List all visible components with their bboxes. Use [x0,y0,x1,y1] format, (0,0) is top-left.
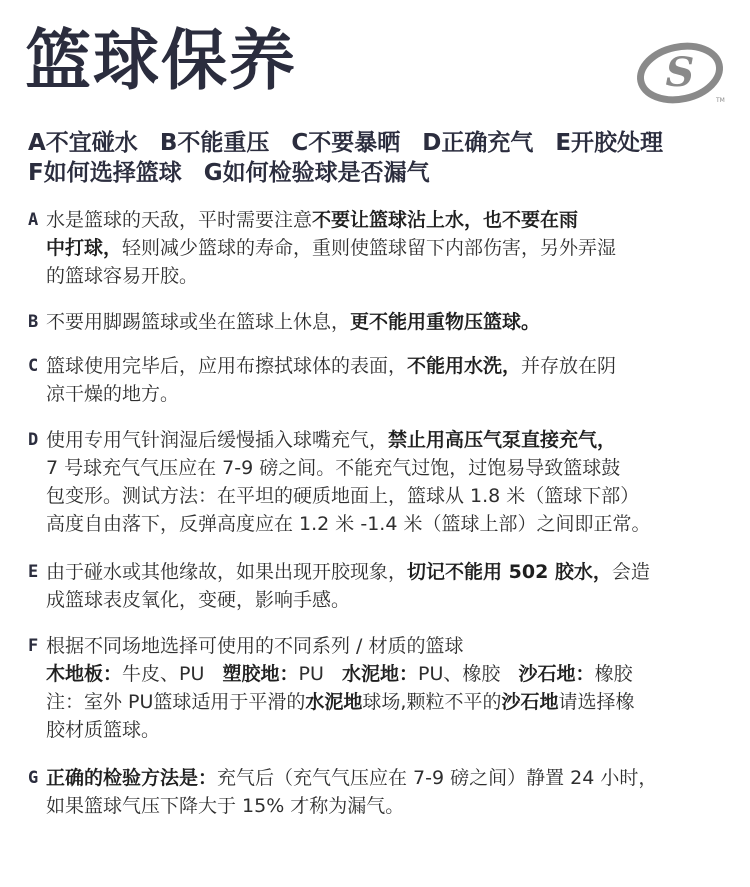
surface-cement-value: PU、橡胶 [418,663,501,685]
emphasis: 更不能用重物压篮球。 [350,311,541,333]
section-letter: F [28,636,39,656]
text: 高度自由落下，反弹高度应在 1.2 米 -1.4 米（篮球上部）之间即正常。 [46,513,651,535]
topic-row-2 [28,158,733,188]
surface-gravel-label: 沙石地： [518,663,595,685]
emphasis: 禁止用高压气泵直接充气， [388,429,617,451]
paragraph-line [28,352,728,380]
section-f [28,632,728,744]
text: 球场,颗粒不平的 [362,691,502,713]
text: 会造 [611,561,650,583]
topic-index [28,128,733,188]
section-letter: C [28,356,39,376]
section-e [28,558,728,614]
text: 轻则减少篮球的寿命，重则使篮球留下内部伤害，另外弄湿 [122,237,617,259]
topic-d: D正确充气 [422,130,534,156]
emphasis: 不能用水洗， [407,355,522,377]
surface-cement-label: 水泥地： [342,663,419,685]
paragraph-line [28,510,728,538]
section-a [28,206,728,290]
paragraph-line [28,660,728,688]
paragraph-line [28,426,728,454]
paragraph-line [28,558,728,586]
section-letter: A [28,210,39,230]
paragraph-line [28,206,728,234]
section-d [28,426,728,538]
paragraph-line [28,262,728,290]
text: 不要用脚踢篮球或坐在篮球上休息， [46,311,351,333]
paragraph-line [28,586,728,614]
text: 如果篮球气压下降大于 15% 才称为漏气。 [46,795,405,817]
topic-a: A不宜碰水 [28,130,138,156]
emphasis: 沙石地 [501,691,559,713]
topic-g: G如何检验球是否漏气 [203,160,430,186]
emphasis: 切记不能用 502 胶水， [407,561,612,583]
logo-letter: S [665,49,695,96]
text: 胶材质篮球。 [46,719,161,741]
section-letter: D [28,430,39,450]
emphasis: 不要让篮球沾上水，也不要在雨 [312,209,579,231]
section-c [28,352,728,408]
text: 成篮球表皮氧化，变硬，影响手感。 [46,589,351,611]
text: 7 号球充气气压应在 7-9 磅之间。不能充气过饱，过饱易导致篮球鼓 [46,457,621,479]
text: 由于碰水或其他缘故，如果出现开胶现象， [46,561,408,583]
surface-plastic-value: PU [298,663,324,685]
surface-plastic-label: 塑胶地： [222,663,299,685]
text: 包变形。测试方法：在平坦的硬质地面上，篮球从 1.8 米（篮球下部） [46,485,640,507]
section-letter: E [28,562,39,582]
section-letter: G [28,768,39,788]
page-title: 篮球保养 [25,22,297,99]
paragraph-line [28,764,728,792]
spalding-logo [636,40,728,106]
surface-gravel-value: 橡胶 [594,663,633,685]
text: 篮球使用完毕后，应用布擦拭球体的表面， [46,355,408,377]
topic-e: E开胶处理 [555,130,664,156]
text: 使用专用气针润湿后缓慢插入球嘴充气， [46,429,389,451]
text: 根据不同场地选择可使用的不同系列 / 材质的篮球 [46,635,464,657]
emphasis: 水泥地 [305,691,363,713]
topic-row-1 [28,128,733,158]
paragraph-line [28,716,728,744]
paragraph-line [28,308,728,336]
paragraph-line [28,632,728,660]
surface-wood-value: 牛皮、PU [122,663,205,685]
text: 的篮球容易开胶。 [46,265,199,287]
text: 请选择橡 [558,691,635,713]
text: 注：室外 PU篮球适用于平滑的 [46,691,306,713]
surface-wood-label: 木地板： [46,663,123,685]
text: 充气后（充气气压应在 7-9 磅之间）静置 24 小时， [217,767,658,789]
text: 凉干燥的地方。 [46,383,180,405]
paragraph-line [28,482,728,510]
topic-c: C不要暴晒 [291,130,401,156]
section-letter: B [28,312,39,332]
text: 水是篮球的天敌，平时需要注意 [46,209,313,231]
paragraph-line [28,234,728,262]
text: 并存放在阴 [521,355,617,377]
section-b [28,308,728,336]
logo-trademark: TM [716,97,725,104]
emphasis: 中打球， [46,237,123,259]
section-g [28,764,728,820]
paragraph-line [28,688,728,716]
topic-f: F如何选择篮球 [28,160,182,186]
paragraph-line [28,380,728,408]
emphasis: 正确的检验方法是： [46,767,218,789]
paragraph-line [28,454,728,482]
paragraph-line [28,792,728,820]
topic-b: B不能重压 [159,130,270,156]
